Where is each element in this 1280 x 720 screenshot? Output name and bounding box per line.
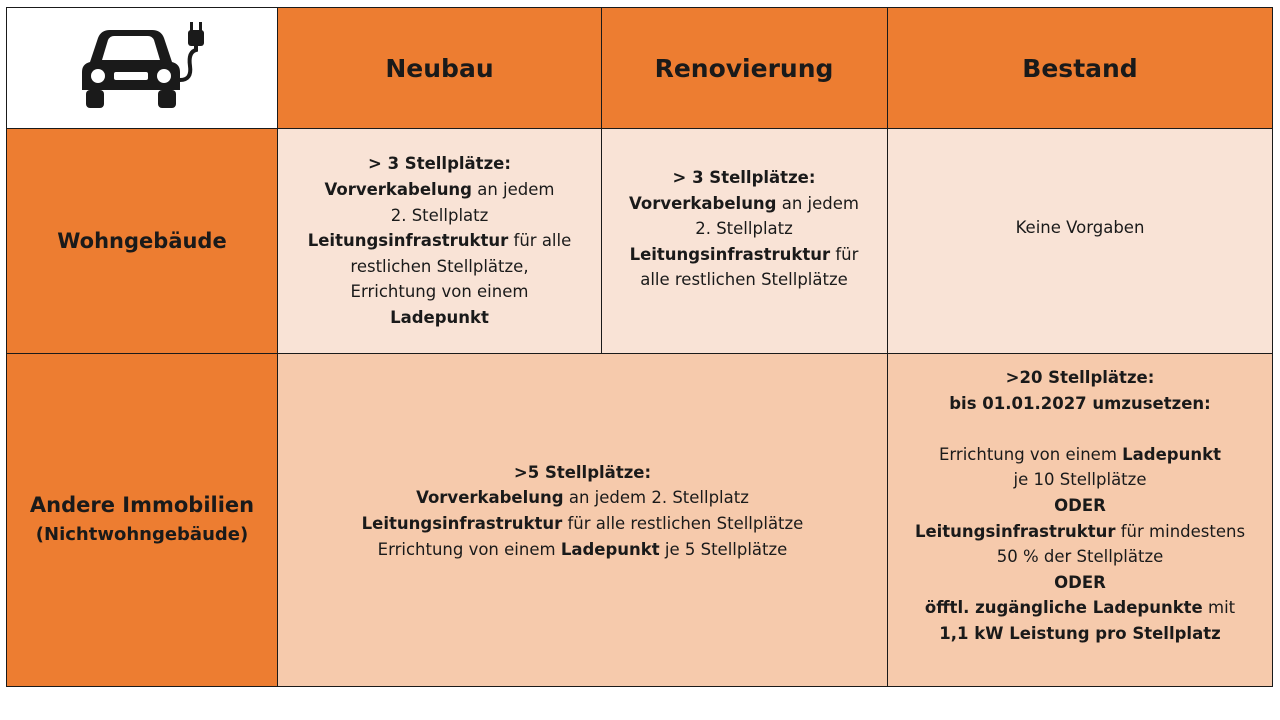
row-label-andere: Andere Immobilien — [29, 493, 255, 517]
table-border-col3 — [887, 7, 888, 687]
text: für mindestens — [1115, 521, 1246, 541]
text: an jedem — [776, 193, 859, 213]
table-border-row1 — [6, 128, 1273, 129]
text: je 10 Stellplätze — [1013, 470, 1147, 490]
text: 2. Stellplatz — [695, 219, 793, 239]
cell-wohn-bestand — [887, 129, 1273, 353]
text: Leitungsinfrastruktur — [307, 231, 509, 251]
row-header-wohngebaeude — [6, 129, 278, 353]
icon-cell — [6, 7, 278, 129]
text: > 3 Stellplätze: — [368, 154, 511, 174]
text: 1,1 kW Leistung pro Stellplatz — [939, 623, 1221, 643]
table-border-left — [6, 7, 7, 687]
header-bestand-label: Bestand — [1022, 53, 1138, 83]
electric-car-icon — [72, 20, 212, 116]
header-renovierung — [601, 7, 887, 129]
cell-wohn-renovierung — [601, 129, 887, 353]
text: für alle — [508, 231, 572, 251]
text: Ladepunkt — [560, 539, 660, 559]
text: Keine Vorgaben — [1015, 218, 1145, 237]
text: Vorverkabelung — [629, 193, 777, 213]
text: mit — [1202, 598, 1236, 618]
table-border-bottom — [6, 686, 1273, 687]
text: 2. Stellplatz — [390, 205, 489, 225]
text: für alle restlichen Stellplätze — [562, 514, 804, 533]
row-label-wohngebaeude: Wohngebäude — [57, 229, 227, 253]
text: 50 % der Stellplätze — [996, 547, 1164, 567]
text: Errichtung von einem — [350, 282, 529, 302]
row-header-andere-immobilien — [6, 353, 278, 687]
header-renovierung-label: Renovierung — [654, 53, 834, 83]
text: öfftl. zugängliche Ladepunkte — [924, 598, 1203, 618]
text: >5 Stellplätze: — [513, 462, 652, 482]
text: ODER — [1054, 495, 1106, 515]
text: an jedem — [472, 180, 555, 200]
text: Ladepunkt — [390, 307, 489, 327]
text: je 5 Stellplätze — [659, 539, 788, 559]
text: Errichtung von einem — [377, 539, 561, 559]
text: Leitungsinfrastruktur — [914, 521, 1116, 541]
text: restlichen Stellplätze, — [350, 256, 529, 276]
table-border-col1 — [277, 7, 278, 687]
header-bestand — [887, 7, 1273, 129]
cell-andere-bestand — [887, 353, 1273, 687]
cell-wohn-neubau — [278, 129, 601, 353]
text: Leitungsinfrastruktur — [361, 514, 563, 533]
cell-andere-neubau-renovierung — [278, 353, 887, 687]
text: >20 Stellplätze: — [1005, 368, 1155, 387]
text: Ladepunkt — [1122, 444, 1221, 464]
text: Leitungsinfrastruktur — [629, 244, 831, 264]
text: bis 01.01.2027 umzusetzen: — [949, 393, 1211, 413]
text: an jedem 2. Stellplatz — [563, 488, 749, 508]
table-border-row2 — [6, 353, 1273, 354]
text: alle restlichen Stellplätze — [640, 270, 848, 290]
row-sublabel-andere: (Nichtwohngebäude) — [35, 524, 249, 545]
table-border-top — [6, 7, 1273, 8]
regulation-table — [6, 7, 1273, 687]
text: Vorverkabelung — [416, 488, 564, 508]
text: Vorverkabelung — [324, 180, 472, 200]
text: ODER — [1054, 572, 1106, 592]
table-border-col2a — [601, 7, 602, 354]
text: für — [830, 244, 859, 264]
header-neubau — [278, 7, 601, 129]
text: > 3 Stellplätze: — [672, 168, 816, 187]
table-border-right — [1272, 7, 1273, 687]
header-neubau-label: Neubau — [385, 53, 494, 83]
text: Errichtung von einem — [939, 444, 1123, 464]
